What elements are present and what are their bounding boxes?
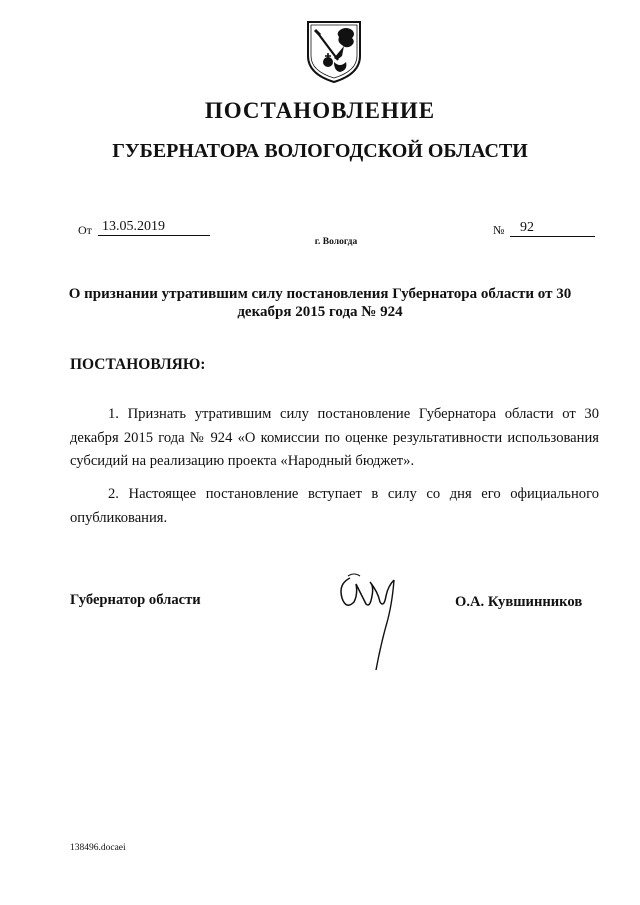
document-type-title: ПОСТАНОВЛЕНИЕ (204, 98, 436, 123)
document-subject: О признании утратившим силу постановления Губернатора области от 30 декабря 2015 года № 924 (68, 286, 572, 320)
signer-name: О.А. Кувшинников (455, 594, 583, 610)
date-prefix-label: От (78, 223, 92, 237)
issuing-authority-title: ГУБЕРНАТОРА ВОЛОГОДСКОЙ ОБЛАСТИ (112, 140, 528, 162)
document-date: 13.05.2019 (98, 219, 210, 236)
signer-title: Губернатор области (70, 592, 201, 608)
number-prefix-label: № (493, 223, 505, 237)
decree-heading: ПОСТАНОВЛЯЮ: (70, 356, 206, 373)
handwritten-signature (334, 566, 414, 676)
coat-of-arms-emblem (304, 16, 364, 86)
document-number: 92 (510, 220, 595, 237)
issue-city: г. Вологда (314, 237, 358, 247)
paragraph-2: 2. Настоящее постановление вступает в силу со дня его официального опубликования. (70, 486, 599, 526)
paragraph-1: 1. Признать утратившим силу постановление Губернатора области от 30 декабря 2015 года № 924 «О комиссии по оценке результативности использования субсидий на реализацию проекта «Народный бюджет». (70, 406, 599, 469)
file-reference: 138496.docaei (70, 843, 126, 853)
